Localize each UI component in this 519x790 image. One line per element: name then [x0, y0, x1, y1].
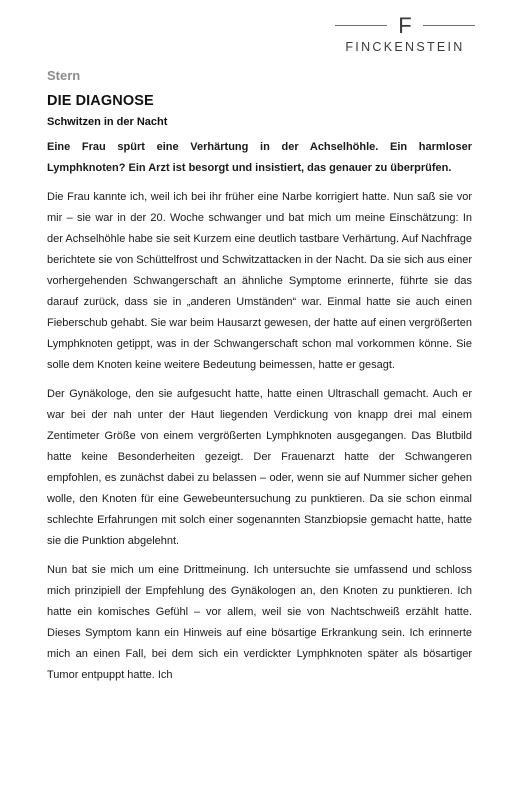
article	[47, 68, 472, 686]
article-lead: Eine Frau spürt eine Verhärtung in der Achselhöhle. Ein harmloser Lymphknoten? Ein Arzt ist besorgt und insistiert, das genauer zu überprüfen.	[47, 141, 472, 174]
logo-line-right	[423, 25, 475, 26]
brand-logo	[335, 14, 475, 54]
article-paragraph: Nun bat sie mich um eine Drittmeinung. Ich untersuchte sie umfassend und schloss mich prinzipiell der Empfehlung des Gynäkologen an, den Knoten zu punktieren. Ich hatte ein komisches Gefühl – vor allem, weil sie von Nachtschweiß erzählt hatte. Dieses Symptom kann ein Hinweis auf eine bösartige Erkrankung sein. Ich erinnerte mich an einen Fall, bei dem sich ein verdickter Lymphknoten später als bösartiger Tumor entpuppt hatte. Ich	[47, 564, 472, 681]
logo-wordmark: FINCKENSTEIN	[345, 40, 465, 54]
article-paragraph: Der Gynäkologe, den sie aufgesucht hatte, hatte einen Ultraschall gemacht. Auch er war bei der nah unter der Haut liegenden Verdickung von knapp drei mal einem Zentimeter Größe von einem vergrößerten Lymphknoten ausgegangen. Das Blutbild hatte keine Besonderheiten gezeigt. Der Frauenarzt hatte der Schwangeren empfohlen, es zunächst dabei zu belassen – oder, wenn sie auf Nummer sicher gehen wolle, den Knoten für eine Gewebeuntersuchung zu punktieren. Da sie schon einmal schlechte Erfahrungen mit solch einer sogenannten Stanzbiopsie gemacht hatte, hatte sie die Punktion abgelehnt.	[47, 388, 472, 547]
article-source: Stern	[47, 68, 81, 83]
logo-line-left	[335, 25, 387, 26]
article-subtitle: Schwitzen in der Nacht	[47, 116, 168, 128]
logo-letter: F	[398, 13, 412, 38]
logo-mark	[335, 14, 475, 38]
article-title: DIE DIAGNOSE	[47, 93, 154, 109]
article-paragraph: Die Frau kannte ich, weil ich bei ihr früher eine Narbe korrigiert hatte. Nun saß sie vor mir – sie war in der 20. Woche schwanger und bat mich um meine Einschätzung: In der Achselhöhle habe sie seit Kurzem eine deutlich tastbare Verhärtung. Auf Nachfrage berichtete sie von Schüttelfrost und Schwitzattacken in der Nacht. Da sie sich aus einer vorhergehenden Schwangerschaft an ähnliche Symptome erinnerte, führte sie das darauf zurück, dass sie in „anderen Umständen“ war. Einmal hatte sie auch einen Fieberschub gehabt. Sie war beim Hausarzt gewesen, der hatte auf einen vergrößerten Lymphknoten getippt, was in der Schwangerschaft schon mal vorkommen könne. Sie solle dem Knoten keine weitere Bedeutung beimessen, hatte er gesagt.	[47, 191, 472, 371]
